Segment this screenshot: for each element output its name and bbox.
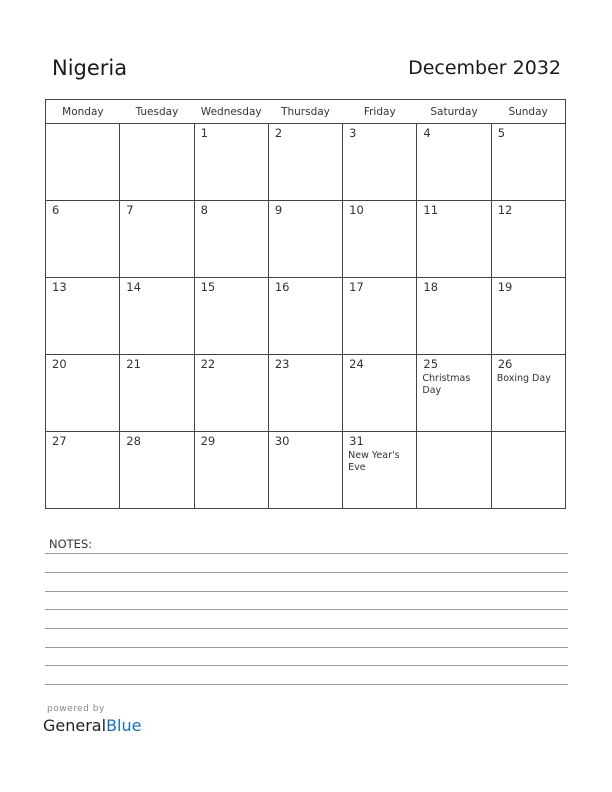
day-number: 11 [423,203,439,217]
day-number: 25 [423,357,439,371]
powered-by-text: powered by [47,704,105,714]
weekday-saturday: Saturday [417,100,491,124]
holiday-label: Christmas Day [422,373,471,396]
day-cell [491,278,565,355]
weekday-header-row [46,100,566,124]
weekday-friday: Friday [343,100,417,124]
week-row [46,432,566,509]
day-number: 24 [349,357,364,371]
day-number: 27 [52,434,67,448]
day-cell [46,201,120,278]
day-cell [120,355,194,432]
notes-line [45,647,568,648]
day-number: 3 [349,126,357,140]
holiday-label: New Year's Eve [348,450,400,473]
day-number: 14 [126,280,141,294]
day-cell [194,124,268,201]
day-cell [343,201,417,278]
notes-line [45,553,568,554]
day-number: 10 [349,203,364,217]
day-number: 26 [497,357,513,371]
day-cell [120,278,194,355]
day-cell [491,124,565,201]
day-number: 23 [274,357,290,371]
week-row [46,201,566,278]
day-cell [491,432,565,509]
day-cell [417,124,491,201]
day-number: 2 [274,126,283,140]
day-number: 22 [200,357,216,371]
day-cell [343,355,417,432]
week-row [46,278,566,355]
day-number: 4 [423,126,431,140]
day-number: 21 [126,357,141,371]
notes-line [45,572,568,573]
day-number: 17 [349,280,364,294]
generalblue-logo[interactable] [43,716,141,735]
day-number: 9 [274,203,283,217]
day-cell [120,201,194,278]
day-number: 12 [497,203,513,217]
week-row [46,124,566,201]
day-number: 6 [52,203,60,217]
day-cell [46,432,120,509]
day-cell [194,432,268,509]
day-number: 1 [200,126,208,140]
calendar-grid [45,99,566,509]
day-number: 7 [126,203,134,217]
day-cell [46,355,120,432]
day-number: 28 [126,434,141,448]
country-title: Nigeria [52,56,128,80]
day-cell [46,278,120,355]
day-number: 15 [200,280,216,294]
weekday-tuesday: Tuesday [120,100,194,124]
day-number: 31 [349,434,364,448]
day-number: 5 [497,126,506,140]
weekday-monday: Monday [46,100,120,124]
notes-line [45,628,568,629]
day-number: 16 [274,280,290,294]
weekday-thursday: Thursday [268,100,342,124]
day-cell [343,278,417,355]
day-cell [268,124,342,201]
day-number: 8 [200,203,208,217]
notes-line [45,665,568,666]
day-cell [417,278,491,355]
day-cell [268,201,342,278]
day-cell [417,432,491,509]
day-cell [268,432,342,509]
day-cell [417,201,491,278]
day-cell [46,124,120,201]
notes-label: NOTES: [49,537,93,551]
notes-line [45,684,568,685]
week-row [46,355,566,432]
weekday-sunday: Sunday [491,100,565,124]
day-number: 18 [423,280,439,294]
day-number: 29 [200,434,216,448]
day-number: 20 [52,357,67,371]
day-number: 30 [274,434,290,448]
brand-general: General [43,716,107,735]
day-cell [343,432,417,509]
day-cell [194,278,268,355]
day-cell [194,355,268,432]
day-cell [120,124,194,201]
day-cell [120,432,194,509]
day-number: 19 [497,280,513,294]
weekday-wednesday: Wednesday [194,100,268,124]
day-cell [194,201,268,278]
day-number: 13 [52,280,67,294]
month-title: December 2032 [408,57,561,79]
day-cell [417,355,491,432]
brand-blue: Blue [106,716,142,735]
day-cell [268,355,342,432]
day-cell [268,278,342,355]
day-cell [491,355,565,432]
holiday-label: Boxing Day [496,373,551,384]
day-cell [343,124,417,201]
day-cell [491,201,565,278]
notes-line [45,609,568,610]
notes-line [45,591,568,592]
